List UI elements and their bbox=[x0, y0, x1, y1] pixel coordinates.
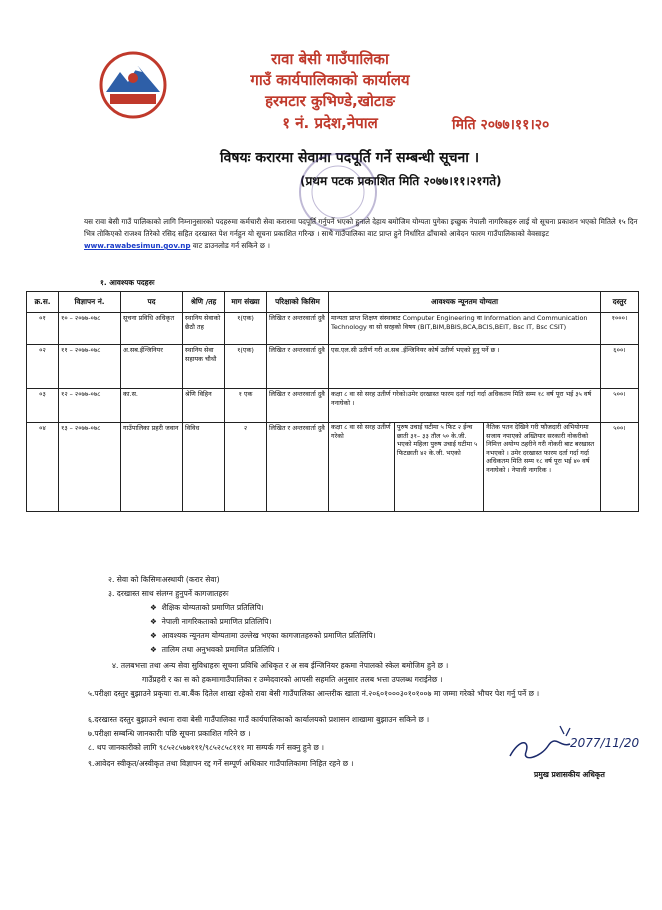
subject-label: विषयः bbox=[220, 150, 251, 166]
cell-ad-no: १० – २०७७-०७८ bbox=[59, 313, 121, 345]
table-row bbox=[27, 345, 639, 389]
item-8: ८. थप जानकारीको लागि ९८५२८५७७१११/९८५२८५८१११ मा सम्पर्क गर्न सक्नु हुने छ । bbox=[88, 743, 325, 752]
item-2: २. सेवा को किसिमःअस्थायी (करार सेवा) bbox=[108, 575, 220, 584]
header-line2: गाउँ कार्यपालिकाको कार्यालय bbox=[250, 71, 410, 89]
col-sn: क्र.स. bbox=[27, 292, 59, 313]
qual-conduct: नैतिक पतन देखिने गरी फौजदारी अभियोगमा सजाय नपाएको अख्तियार सरकारी नोकरीको निमित्त अयोग्य ठहरीने गरी नोकरी बाट बरखास्त नभएको । उमेर दरखास्त फारम दर्ता गर्दा गर्दा अधिकतम मिति सम्म १८ वर्ष पूरा भई ४० वर्ष ननाघेको । नेपाली नागरिक । bbox=[486, 423, 595, 474]
municipality-emblem bbox=[98, 50, 168, 120]
cell-qualification: मान्यता प्राप्त शिक्षण संस्थाबाट Computer Engineering वा Information and Communication Technology वा सो सरहको विषय (BIT,BIM,BBIS,BCA,BCIS,BEIT, Bsc IT, Bsc CSIT) bbox=[329, 313, 601, 345]
col-ad-no: विज्ञापन नं. bbox=[59, 292, 121, 313]
header-line1: रावा बेसी गाउँपालिका bbox=[271, 50, 389, 68]
table-row bbox=[27, 389, 639, 423]
table-row bbox=[27, 423, 639, 512]
cell-qualification bbox=[329, 423, 601, 512]
intro-paragraph bbox=[84, 216, 640, 252]
cell-post: सूचना प्रविधि अधिकृत bbox=[121, 313, 183, 345]
col-level: श्रेणि /तह bbox=[183, 292, 225, 313]
bullet-item: ❖ शैक्षिक योग्यताको प्रमाणित प्रतिलिपि। bbox=[150, 603, 264, 612]
cell-level: विविध bbox=[183, 423, 225, 512]
cell-demand: १(एक) bbox=[225, 313, 267, 345]
qual-physical: पुरुष उचाई घटीमा ५ फिट २ ईन्च छाती ३१– ३३ तौल ५० के.जी. भएको महिला पुरुष उचाई घटीमा ५ फिटछाती ४२ के.जी. भएको bbox=[395, 423, 484, 511]
bullet-item: ❖ तालिम तथा अनुभवको प्रमाणित प्रतिलिपि । bbox=[150, 645, 280, 654]
cell-qualification: कक्षा ८ वा सो सरह उतीर्ण गरेको।उमेर दरखास्त फारम दर्ता गर्दा गर्दा अधिकतम मिति सम्म १८ वर्ष पूरा भई ३५ वर्ष ननाघेको । bbox=[329, 389, 601, 423]
bullet-item: ❖ नेपाली नागरिकताको प्रमाणित प्रतिलिपि। bbox=[150, 617, 272, 626]
intro-text: यस रावा बेसी गाउँ पालिकाको लागि निम्नानुसारको पदहरुमा कर्मचारी सेवा करारमा पदपूर्ति गर्नुपर्ने भएको हुनाले देहाय बमोजिम योग्यता पुगेका इच्छुक नेपाली नागरिकहरु लाई यो सूचना प्रकाशन भएको मितिले १५ दिन भित्र तोकिएको राजश्व तिरेको रसिद सहित दरखास्त पेश गर्नहुन यो सूचना प्रकाशित गरिन्छ । साथै गाउँपालिका वाट प्राप्त हुने निर्धारित ढाँचाको आवेदन फारम गाउँपालिकाको वेवसाइट bbox=[84, 217, 638, 238]
cell-ad-no: ११ – २०७७-०७८ bbox=[59, 345, 121, 389]
cell-post: अ.सब.ईन्जिनियर bbox=[121, 345, 183, 389]
cell-fee: १०००। bbox=[601, 313, 639, 345]
header-date: मिति २०७७।११।२० bbox=[452, 117, 550, 133]
cell-fee: ५००। bbox=[601, 423, 639, 512]
cell-post: का.स. bbox=[121, 389, 183, 423]
vacancy-table bbox=[26, 291, 639, 512]
intro-text-end: वाट डाउनलोड गर्न सकिने छ । bbox=[192, 241, 270, 250]
cell-sn: ०२ bbox=[27, 345, 59, 389]
cell-exam: लिखित र अन्तरवार्ता दुवै bbox=[267, 389, 329, 423]
cell-qualification: एस.एल.सी उतीर्ण गरी अ.सब .ईन्जिनियर कोर्ष उतीर्ण भएको हुनु पर्ने छ । bbox=[329, 345, 601, 389]
item-4b: गाउँप्रहरी र का स को हकमाःगाउँपालिका र उम्मेदवारको आपसी सहमति अनुसार तलब भत्ता उपलब्ध गराईनेछ । bbox=[142, 675, 443, 684]
cell-sn: ०३ bbox=[27, 389, 59, 423]
item-5: ५.परीक्षा दस्तुर बुझाउने प्रकृयाः रा.बा.बैंक दितेल शाखा रहेको रावा बेसी गाउँपालिका आन्तरीक खाता नं.२०६०१०००३०१०१००७ मा जम्मा गरेको भौचर पेश गर्नु पर्ने छ । bbox=[88, 689, 540, 698]
qual-education: कक्षा ८ वा सो सरह उतीर्ण गरेको bbox=[329, 423, 395, 511]
item-4a: ४. तलबभत्ता तथा अन्य सेवा सुविधाहरुः सूचना प्रविधि अधिकृत र अ सब ईन्जिनियर हकमा नेपालको स्केल बमोजिम हुने छ । bbox=[112, 661, 449, 670]
table-header-row bbox=[27, 292, 639, 313]
bullet-item: ❖ आवश्यक न्यूनतम योग्यतामा उल्लेख भएका कागजातहरुको प्रमाणित प्रतिलिपि। bbox=[150, 631, 376, 640]
cell-ad-no: १२ – २०७७-०७८ bbox=[59, 389, 121, 423]
cell-demand: १ एक bbox=[225, 389, 267, 423]
table-row bbox=[27, 313, 639, 345]
item-7: ७.परीक्षा सम्बन्धि जानकारीः पछि सूचना प्रकाशित गरिने छ । bbox=[88, 729, 251, 738]
item-9: ९.आवेदन स्वीकृत/अस्वीकृत तथा विज्ञापन रद्द गर्ने सम्पूर्ण अधिकार गाउँपालिकामा निहित रहने छ । bbox=[88, 759, 354, 768]
cell-fee: ६००। bbox=[601, 345, 639, 389]
cell-demand: १(एक) bbox=[225, 345, 267, 389]
col-post: पद bbox=[121, 292, 183, 313]
cell-exam: लिखित र अन्तरवार्ता दुवै bbox=[267, 423, 329, 512]
cell-exam: लिखित र अन्तरवार्ता दुवै bbox=[267, 345, 329, 389]
cell-ad-no: १३ – २०७७-०७८ bbox=[59, 423, 121, 512]
cell-post: गाउँपालिका प्रहरी जवान bbox=[121, 423, 183, 512]
cell-sn: ०४ bbox=[27, 423, 59, 512]
col-demand: माग संख्या bbox=[225, 292, 267, 313]
cell-demand: २ bbox=[225, 423, 267, 512]
subject-text: करारमा सेवामा पदपूर्ति गर्ने सम्बन्धी सूचना । bbox=[255, 150, 480, 166]
section1-title: १. आवश्यक पदहरुः bbox=[100, 278, 155, 287]
col-fee: दस्तुर bbox=[601, 292, 639, 313]
subject-published: (प्रथम पटक प्रकाशित मिति २०७७।११।२१गते) bbox=[300, 174, 502, 188]
item-6: ६.दरखास्त दस्तुर बुझाउने स्थानः रावा बेसी गाउँपालिका गाउँ कार्यपालिकाको कार्यालयको प्रशासन शाखामा बुझाउन सकिने छ । bbox=[88, 715, 430, 724]
signatory-title: प्रमुख प्रशासकीय अधिकृत bbox=[534, 770, 605, 779]
cell-level: स्थानिय सेवा सहायक चौथौ bbox=[183, 345, 225, 389]
cell-sn: ०१ bbox=[27, 313, 59, 345]
item-3: ३. दरखास्त साथ संलग्न हुनुपर्ने कागजातहरुः bbox=[108, 589, 229, 598]
col-qualification: आवश्यक न्यूनतम योग्यता bbox=[329, 292, 601, 313]
cell-exam: लिखित र अन्तरवार्ता दुवै bbox=[267, 313, 329, 345]
cell-level: स्थानिय सेवाको छैठौ तह bbox=[183, 313, 225, 345]
signature-date: 2077/11/20 bbox=[570, 736, 640, 750]
col-exam: परिक्षाको किसिम bbox=[267, 292, 329, 313]
header-line4: १ नं. प्रदेश,नेपाल bbox=[282, 114, 378, 132]
website-link[interactable]: www.rawabesimun.gov.np bbox=[84, 241, 191, 250]
header-line3: हरमटार कुभिण्डे,खोटाङ bbox=[265, 92, 395, 110]
cell-fee: ५००। bbox=[601, 389, 639, 423]
cell-level: श्रेणि विहिन bbox=[183, 389, 225, 423]
